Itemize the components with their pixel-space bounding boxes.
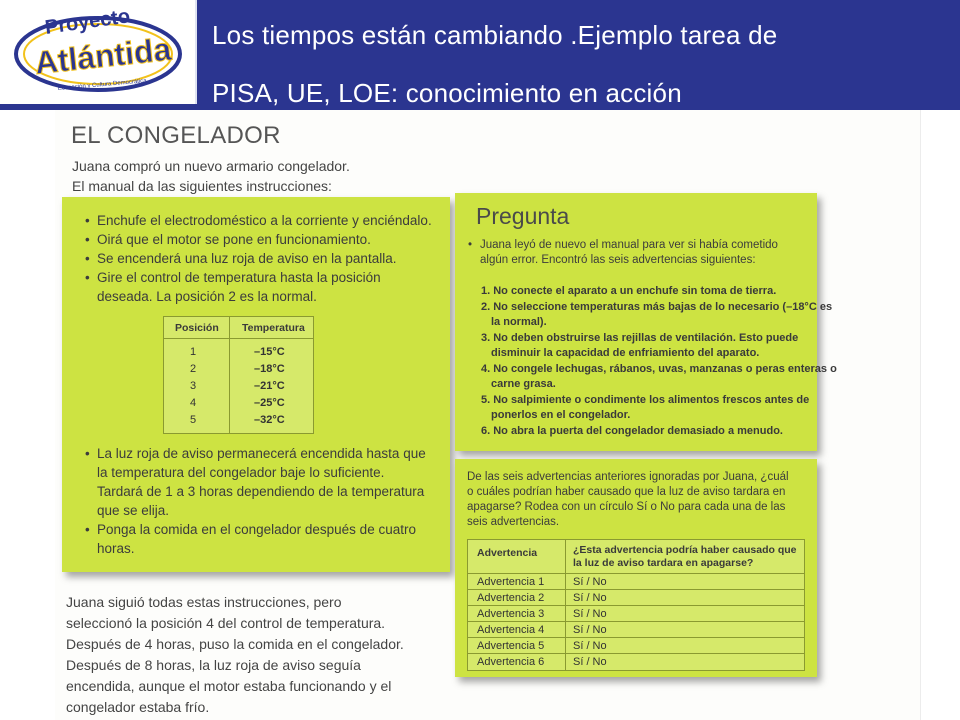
svg-text:Atlántida: Atlántida xyxy=(32,30,173,81)
svg-text:Educación y Cultura Democrátic: Educación y Cultura Democrática xyxy=(57,78,147,92)
table-cell: –15°C xyxy=(254,346,285,358)
story-line: Después de 4 horas, puso la comida en el congelador. xyxy=(66,636,404,652)
continuation-text: deseada. La posición 2 es la normal. xyxy=(97,289,317,304)
table-header xyxy=(164,317,313,339)
question-line: apagarse? Rodea con un círculo Sí o No para cada una de las xyxy=(467,501,786,513)
table-header xyxy=(468,540,804,574)
temperature-table xyxy=(163,316,314,434)
list-item: • Se encenderá una luz roja de aviso en la pantalla. xyxy=(85,249,432,268)
row-label: Advertencia 1 xyxy=(477,576,545,588)
table-cell: –18°C xyxy=(254,363,285,375)
list-item: • Gire el control de temperatura hasta la posición xyxy=(85,268,432,287)
pregunta-intro-line: Juana leyó de nuevo el manual para ver si había cometido xyxy=(480,239,778,251)
question-line: De las seis advertencias anteriores ignoradas por Juana, ¿cuál xyxy=(467,471,789,483)
table-divider xyxy=(229,317,230,433)
question-line: o cuáles podrían haber causado que la luz de aviso tardara en xyxy=(467,486,786,498)
row-label: Advertencia 4 xyxy=(477,624,545,636)
pregunta-title: Pregunta xyxy=(476,203,570,229)
warning-continuation: carne grasa. xyxy=(491,378,556,390)
header-bar xyxy=(0,0,960,110)
question-line: seis advertencias. xyxy=(467,516,560,528)
story-line: encendida, aunque el motor estaba funcionando y el xyxy=(66,678,392,694)
table-cell: 2 xyxy=(190,363,197,375)
slide-title-line-2: PISA, UE, LOE: conocimiento en acción xyxy=(212,78,682,108)
warning-continuation: la normal). xyxy=(491,316,547,328)
intro-line: Juana compró un nuevo armario congelador. xyxy=(72,158,350,174)
table-cell: 5 xyxy=(190,414,197,426)
row-label: Advertencia 6 xyxy=(477,656,545,668)
proyecto-atlantida-logo xyxy=(6,4,191,100)
header-temperature: Temperatura xyxy=(242,322,305,334)
story-line: seleccionó la posición 4 del control de temperatura. xyxy=(66,615,386,631)
table-cell: 3 xyxy=(190,380,197,392)
warning-item: 1. No conecte el aparato a un enchufe sin toma de tierra. xyxy=(481,285,777,297)
logo-container xyxy=(0,0,197,104)
header-advertencia: Advertencia xyxy=(477,547,538,559)
slide-title-line-1: Los tiempos están cambiando .Ejemplo tarea de xyxy=(212,20,778,50)
table-row xyxy=(468,606,804,622)
yes-no-answer[interactable]: Sí / No xyxy=(573,576,607,588)
table-cell: –32°C xyxy=(254,414,285,426)
list-item: • La luz roja de aviso permanecerá encendida hasta que xyxy=(85,444,426,463)
question-text xyxy=(467,470,789,530)
list-item-continuation xyxy=(85,287,432,306)
story-line: Juana siguió todas estas instrucciones, pero xyxy=(66,594,342,610)
page-margin xyxy=(920,110,960,720)
yes-no-answer[interactable]: Sí / No xyxy=(573,608,607,620)
warning-continuation: ponerlos en el congelador. xyxy=(491,409,631,421)
document-title: EL CONGELADOR xyxy=(71,122,281,149)
table-row xyxy=(468,574,804,590)
yes-no-answer[interactable]: Sí / No xyxy=(573,592,607,604)
warnings-list xyxy=(481,284,837,439)
table-cell: –21°C xyxy=(254,380,285,392)
warning-item: 4. No congele lechugas, rábanos, uvas, manzanas o peras enteras o xyxy=(481,362,837,375)
warning-continuation: disminuir la capacidad de enfriamiento del aparato. xyxy=(491,347,760,359)
header-question-line: ¿Esta advertencia podría haber causado que xyxy=(573,544,797,556)
pregunta-intro-line: algún error. Encontró las seis advertencias siguientes: xyxy=(480,254,756,266)
table-cell: 4 xyxy=(190,397,197,409)
advertencia-table xyxy=(467,539,805,671)
warning-item: 5. No salpimiente o condimente los alimentos frescos antes de xyxy=(481,393,810,406)
table-row xyxy=(468,654,804,670)
list-item: • Ponga la comida en el congelador después de cuatro xyxy=(85,520,426,539)
warning-item: 2. No seleccione temperaturas más bajas de lo necesario (–18°C es xyxy=(481,300,833,313)
header-position: Posición xyxy=(175,322,219,334)
table-row xyxy=(468,622,804,638)
yes-no-answer[interactable]: Sí / No xyxy=(573,656,607,668)
row-label: Advertencia 3 xyxy=(477,608,545,620)
intro-line: El manual da las siguientes instrucciones: xyxy=(72,178,332,194)
story-paragraph xyxy=(66,592,404,718)
instructions-list-top xyxy=(85,211,432,306)
row-label: Advertencia 2 xyxy=(477,592,545,604)
story-line: congelador estaba frío. xyxy=(66,699,210,715)
list-item: • Oirá que el motor se pone en funcionamiento. xyxy=(85,230,432,249)
list-item: • Enchufe el electrodoméstico a la corriente y enciéndalo. xyxy=(85,211,432,230)
yes-no-answer[interactable]: Sí / No xyxy=(573,640,607,652)
table-cell: 1 xyxy=(190,346,197,358)
yes-no-answer[interactable]: Sí / No xyxy=(573,624,607,636)
list-item-continuation: la temperatura del congelador baje lo suficiente. xyxy=(97,465,385,480)
instructions-list-bottom xyxy=(85,444,426,558)
table-row xyxy=(468,590,804,606)
svg-text:Proyecto: Proyecto xyxy=(43,5,132,39)
pregunta-intro xyxy=(468,238,778,268)
header-question xyxy=(573,544,797,570)
warning-item: 3. No deben obstruirse las rejillas de ventilación. Esto puede xyxy=(481,331,799,344)
list-item-continuation: que se elija. xyxy=(97,503,170,518)
position-column xyxy=(190,344,196,429)
list-item-continuation: Tardará de 1 a 3 horas dependiendo de la temperatura xyxy=(97,484,425,499)
temperature-column xyxy=(254,344,285,429)
list-item-continuation: horas. xyxy=(97,541,135,556)
table-row xyxy=(468,638,804,654)
warning-item: 6. No abra la puerta del congelador demasiado a menudo. xyxy=(481,424,783,437)
bullet-icon: • xyxy=(468,239,473,251)
header-question-line: la luz de aviso tardara en apagarse? xyxy=(573,557,754,569)
table-cell: –25°C xyxy=(254,397,285,409)
story-line: Después de 8 horas, la luz roja de aviso seguía xyxy=(66,657,361,673)
row-label: Advertencia 5 xyxy=(477,640,545,652)
